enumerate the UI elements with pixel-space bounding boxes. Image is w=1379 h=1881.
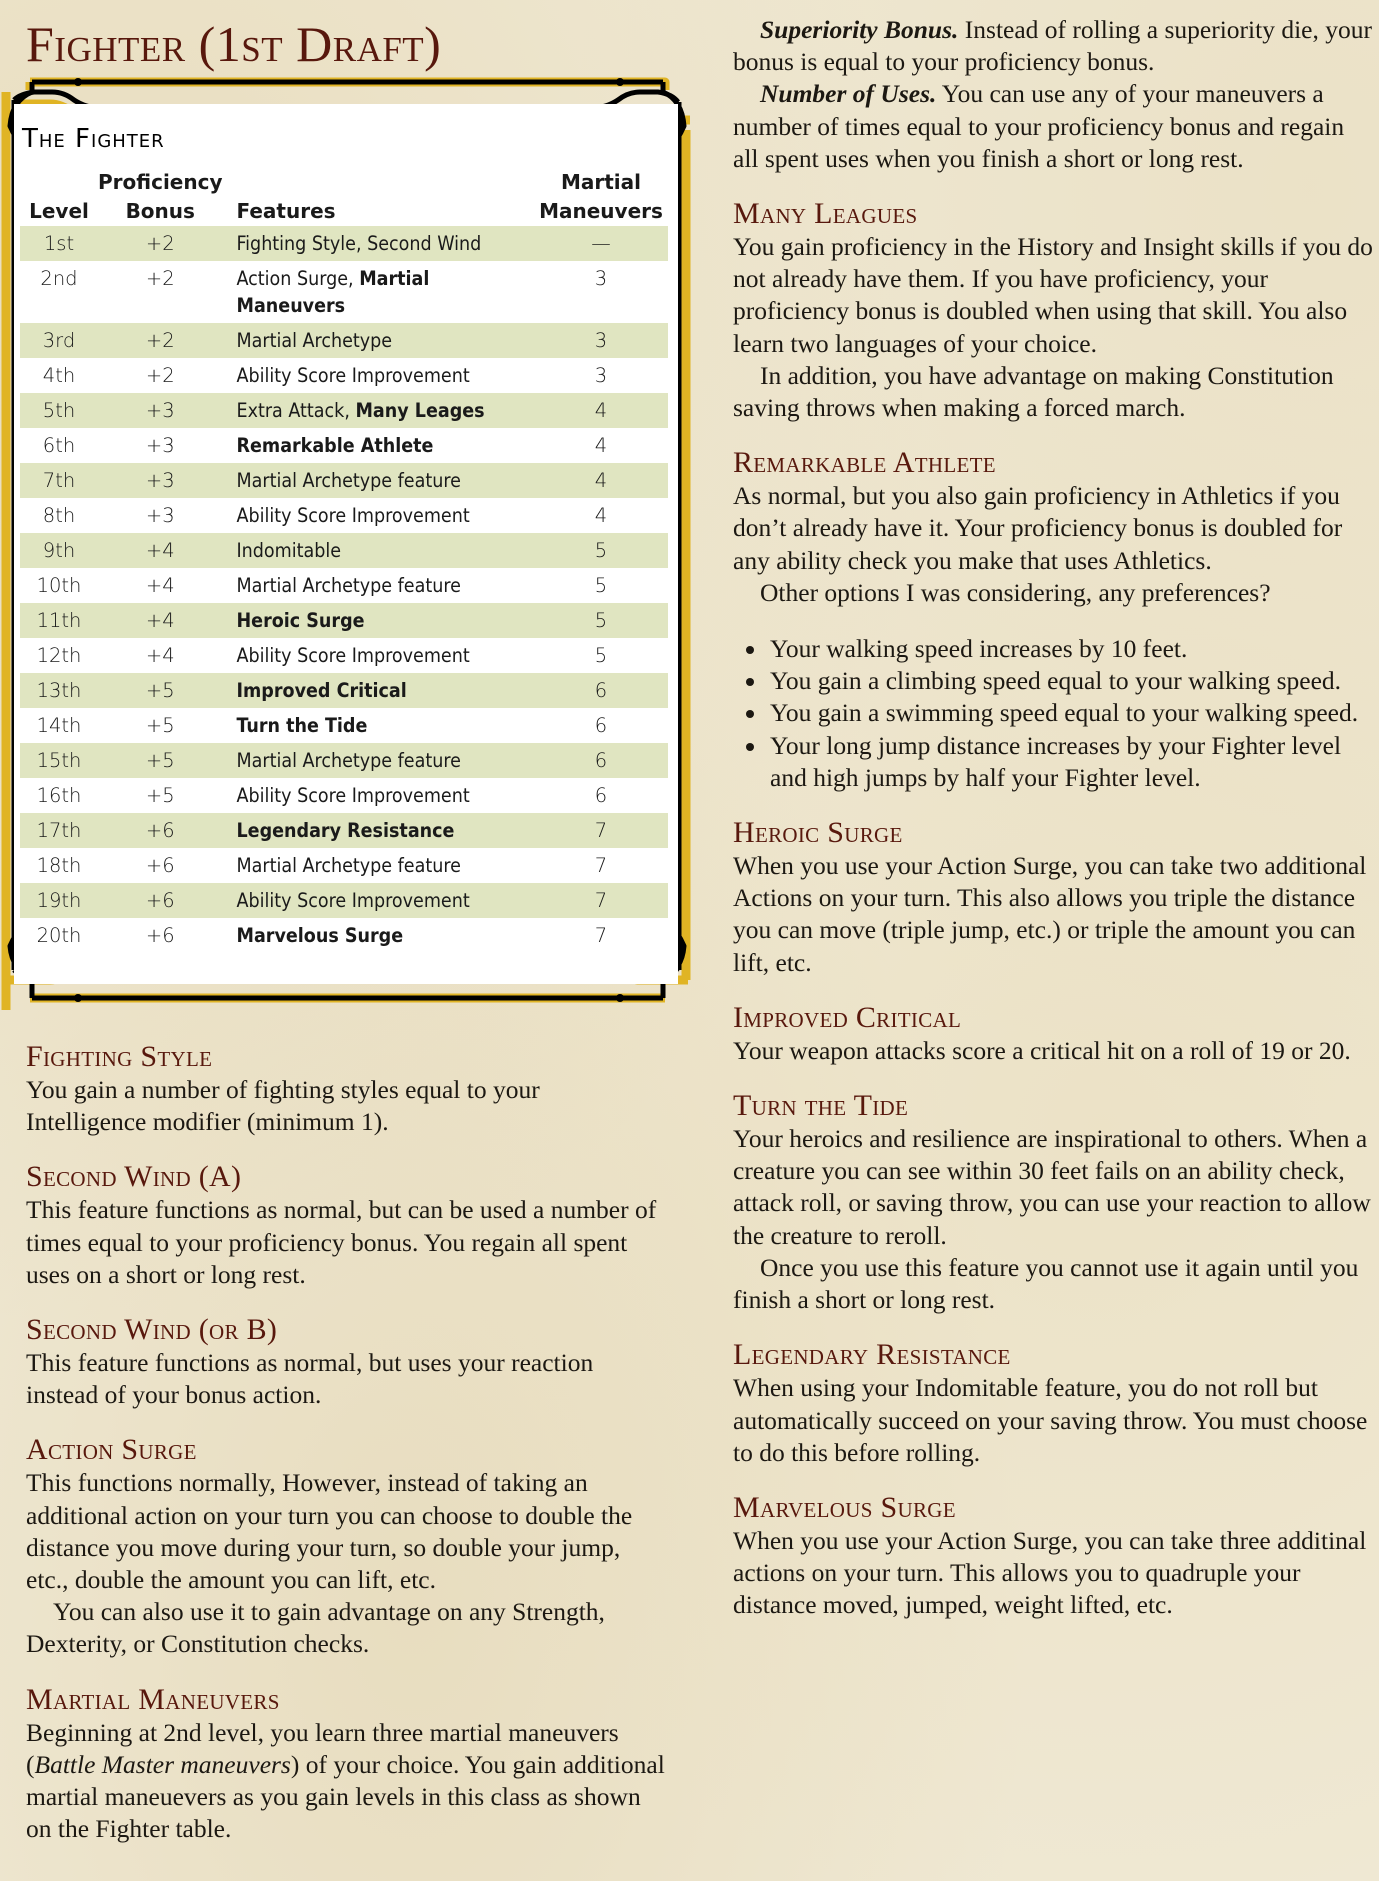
table-row — [20, 261, 668, 323]
cell-level: 17th — [36, 819, 82, 842]
cell-proficiency-bonus: +4 — [145, 609, 175, 632]
cell-martial-maneuvers: 5 — [594, 644, 608, 667]
cell-features — [223, 743, 535, 778]
heading-turn-the-tide: Turn the Tide — [733, 1089, 909, 1123]
list-item: • Your long jump distance increases by your Fighter level and high jumps by half your Fighter level. — [768, 730, 1373, 794]
cell-proficiency-bonus: +2 — [145, 267, 175, 290]
cell-level: 19th — [36, 889, 82, 912]
section-heroic-surge — [733, 816, 1373, 979]
cell-proficiency-bonus: +2 — [145, 232, 175, 255]
cell-level: 18th — [36, 854, 82, 877]
list-item: • You gain a climbing speed equal to your walking speed. — [768, 665, 1373, 697]
heading-marvelous-surge: Marvelous Surge — [733, 1490, 956, 1524]
text-remarkable-athlete-1: As normal, but you also gain proficiency in Athletics if you don’t already have it. Your proficiency bonus is doubled for any ability check you make that uses Athletics. — [733, 481, 1343, 575]
cell-martial-maneuvers: 5 — [594, 539, 608, 562]
cell-features — [223, 918, 535, 953]
text-turn-the-tide-1: Your heroics and resilience are inspirational to others. When a creature you can see within 30 feet fails on an ability check, attack roll, or saving throw, you can use your reaction to allow the creature to reroll. — [733, 1124, 1371, 1250]
cell-proficiency-bonus: +6 — [145, 924, 175, 947]
cell-martial-maneuvers: 6 — [594, 784, 608, 807]
text-second-wind-b: This feature functions as normal, but uses your reaction instead of your bonus action. — [26, 1348, 594, 1410]
cell-martial-maneuvers: 6 — [594, 679, 608, 702]
feature-text: Fighting Style, Second Wind — [236, 232, 482, 255]
table-row — [20, 708, 668, 743]
cell-proficiency-bonus: +6 — [145, 889, 175, 912]
cell-proficiency-bonus: +5 — [145, 749, 175, 772]
text-fighting-style: You gain a number of fighting styles equal to your Intelligence modifier (minimum 1). — [26, 1075, 540, 1137]
cell-features — [223, 533, 535, 568]
cell-martial-maneuvers: 4 — [594, 504, 608, 527]
table-row — [20, 358, 668, 393]
cell-level: 7th — [42, 469, 76, 492]
cell-features — [223, 813, 535, 848]
cell-level: 2nd — [40, 267, 78, 290]
table-row — [20, 323, 668, 358]
cell-proficiency-bonus: +5 — [145, 679, 175, 702]
text-heroic-surge: When you use your Action Surge, you can take two additional Actions on your turn. This also allows you triple the distance you can move (triple jump, etc.) or triple the amount you can lift, etc. — [733, 851, 1367, 977]
left-column — [26, 1040, 666, 1867]
header-features: Features — [236, 199, 336, 223]
heading-remarkable-athlete: Remarkable Athlete — [733, 446, 996, 480]
text-remarkable-athlete-2: Other options I was considering, any preferences? — [760, 577, 1271, 607]
list-item: • Your walking speed increases by 10 feet. — [768, 633, 1373, 665]
heading-martial-maneuvers: Martial Maneuvers — [26, 1682, 280, 1716]
header-level: Level — [29, 199, 89, 223]
cell-features — [223, 463, 535, 498]
option-list — [733, 633, 1373, 794]
section-second-wind-a — [26, 1160, 666, 1291]
fighter-class-table — [20, 168, 668, 953]
feature-text: Indomitable — [236, 539, 342, 562]
text-action-surge-1: This functions normally, However, instead of taking an additional action on your turn you can choose to double the distance you move during your turn, so double your jump, etc., double the amount you can lift, etc. — [26, 1468, 633, 1595]
table-row — [20, 848, 668, 883]
section-legendary-resistance — [733, 1338, 1373, 1469]
cell-proficiency-bonus: +3 — [145, 399, 175, 422]
feature-text: Martial Archetype feature — [236, 574, 461, 597]
cell-features — [223, 428, 535, 463]
cell-features — [223, 393, 535, 428]
cell-proficiency-bonus: +3 — [145, 469, 175, 492]
text-many-leagues-2: In addition, you have advantage on making Constitution saving throws when making a forced march. — [733, 360, 1334, 423]
cell-proficiency-bonus: +5 — [145, 714, 175, 737]
cell-martial-maneuvers: 7 — [594, 819, 608, 842]
cell-level: 10th — [36, 574, 82, 597]
section-marvelous-surge — [733, 1491, 1373, 1622]
feature-text: Martial Archetype feature — [236, 469, 461, 492]
section-action-surge — [26, 1433, 666, 1660]
heading-fighting-style: Fighting Style — [26, 1040, 213, 1073]
table-row — [20, 813, 668, 848]
table-row — [20, 638, 668, 673]
feature-text: Martial Archetype feature — [236, 854, 461, 877]
text-many-leagues-1: You gain proficiency in the History and Insight skills if you do not already have them. If you have proficiency, your proficiency bonus is doubled when using that skill. You also learn two languages of your choice. — [733, 232, 1373, 358]
table-row — [20, 568, 668, 603]
text-second-wind-a: This feature functions as normal, but can be used a number of times equal to your proficiency bonus. You regain all spent uses on a short or long rest. — [26, 1195, 657, 1289]
table-row — [20, 778, 668, 813]
cell-level: 5th — [42, 399, 76, 422]
cell-proficiency-bonus: +2 — [145, 329, 175, 352]
heading-many-leagues: Many Leagues — [733, 197, 918, 231]
table-row — [20, 673, 668, 708]
right-column — [733, 14, 1373, 1644]
cell-level: 9th — [42, 539, 76, 562]
cell-features — [223, 603, 535, 638]
feature-new: Remarkable Athlete — [236, 434, 434, 457]
cell-level: 14th — [36, 714, 82, 737]
cell-proficiency-bonus: +6 — [145, 854, 175, 877]
cell-features — [223, 883, 535, 918]
table-row — [20, 533, 668, 568]
cell-martial-maneuvers: — — [591, 232, 611, 255]
table-body — [20, 226, 668, 953]
heading-action-surge: Action Surge — [26, 1433, 197, 1467]
cell-martial-maneuvers: 7 — [594, 924, 608, 947]
cell-level: 3rd — [42, 329, 76, 352]
cell-features — [223, 358, 535, 393]
cell-level: 15th — [36, 749, 82, 772]
cell-level: 20th — [36, 924, 82, 947]
feature-new: Heroic Surge — [236, 609, 365, 632]
text-marvelous-surge: When you use your Action Surge, you can take three additinal actions on your turn. This allows you to quadruple your distance moved, jumped, weight lifted, etc. — [733, 1525, 1367, 1620]
cell-proficiency-bonus: +2 — [145, 364, 175, 387]
cell-martial-maneuvers: 7 — [594, 889, 608, 912]
cell-features — [223, 848, 535, 883]
table-row — [20, 226, 668, 261]
cell-features — [223, 226, 535, 261]
text-turn-the-tide-2: Once you use this feature you cannot use it again until you finish a short or long rest. — [733, 1252, 1359, 1315]
heading-legendary-resistance: Legendary Resistance — [733, 1338, 1011, 1372]
table-row — [20, 393, 668, 428]
heading-improved-critical: Improved Critical — [733, 1000, 962, 1034]
list-item: • You gain a swimming speed equal to your walking speed. — [768, 697, 1373, 729]
cell-level: 6th — [42, 434, 76, 457]
table-row — [20, 883, 668, 918]
text-superiority-bonus: Superiority Bonus. Instead of rolling a superiority die, your bonus is equal to your proficiency bonus. — [733, 15, 1372, 77]
text-legendary-resistance: When using your Indomitable feature, you do not roll but automatically succeed on your saving throw. You must choose to do this before rolling. — [733, 1373, 1368, 1467]
page-title: Fighter (1st Draft) — [26, 16, 442, 72]
cell-martial-maneuvers: 5 — [594, 574, 608, 597]
text-number-of-uses: Number of Uses. You can use any of your maneuvers a number of times equal to your proficiency bonus and regain all spent uses when you finish a short or long rest. — [733, 79, 1345, 173]
table-row — [20, 428, 668, 463]
header-martial-maneuvers: Martial Maneuvers — [539, 170, 663, 223]
feature-text: Extra Attack, — [236, 399, 356, 422]
cell-martial-maneuvers: 4 — [594, 399, 608, 422]
feature-text: Action Surge, — [236, 267, 360, 290]
cell-level: 16th — [36, 784, 82, 807]
cell-proficiency-bonus: +5 — [145, 784, 175, 807]
cell-martial-maneuvers: 4 — [594, 469, 608, 492]
feature-text: Ability Score Improvement — [236, 784, 470, 807]
cell-proficiency-bonus: +3 — [145, 434, 175, 457]
cell-proficiency-bonus: +4 — [145, 539, 175, 562]
cell-features — [223, 323, 535, 358]
text-improved-critical: Your weapon attacks score a critical hit on a roll of 19 or 20. — [733, 1035, 1351, 1065]
table-row — [20, 463, 668, 498]
feature-text: Martial Archetype feature — [236, 749, 461, 772]
table-row — [20, 498, 668, 533]
cell-martial-maneuvers: 7 — [594, 854, 608, 877]
cell-martial-maneuvers: 6 — [594, 714, 608, 737]
cell-features — [223, 708, 535, 743]
text-action-surge-2: You can also use it to gain advantage on any Strength, Dexterity, or Constitution checks. — [26, 1597, 605, 1659]
feature-new: Marvelous Surge — [236, 924, 404, 947]
feature-text: Martial Archetype — [236, 329, 393, 352]
section-superiority — [733, 14, 1373, 175]
cell-features — [223, 498, 535, 533]
section-second-wind-b — [26, 1313, 666, 1411]
table-row — [20, 603, 668, 638]
feature-new: Martial Maneuvers — [236, 267, 430, 317]
cell-proficiency-bonus: +4 — [145, 644, 175, 667]
cell-features — [223, 638, 535, 673]
feature-text: Ability Score Improvement — [236, 504, 470, 527]
table-row — [20, 918, 668, 953]
cell-proficiency-bonus: +3 — [145, 504, 175, 527]
cell-level: 12th — [36, 644, 82, 667]
text-martial-maneuvers: Beginning at 2nd level, you learn three martial maneuvers (Battle Master maneuvers) of your choice. You gain additional martial maneuevers as you gain levels in this class as shown on the Fighter table. — [26, 1717, 665, 1844]
feature-new: Improved Critical — [236, 679, 407, 702]
section-turn-the-tide — [733, 1089, 1373, 1316]
section-many-leagues — [733, 197, 1373, 424]
heading-heroic-surge: Heroic Surge — [733, 816, 903, 850]
cell-level: 13th — [36, 679, 82, 702]
cell-martial-maneuvers: 3 — [594, 329, 608, 352]
label-number-of-uses: Number of Uses. — [760, 79, 937, 109]
feature-text: Ability Score Improvement — [236, 364, 470, 387]
heading-second-wind-a: Second Wind (A) — [26, 1160, 242, 1194]
cell-martial-maneuvers: 3 — [594, 267, 608, 290]
feature-text: Ability Score Improvement — [236, 889, 470, 912]
cell-martial-maneuvers: 4 — [594, 434, 608, 457]
section-improved-critical — [733, 1001, 1373, 1067]
feature-new: Many Leages — [355, 399, 485, 422]
cell-martial-maneuvers: 6 — [594, 749, 608, 772]
section-remarkable-athlete — [733, 446, 1373, 794]
section-fighting-style — [26, 1040, 666, 1138]
battle-master-maneuvers-ref: Battle Master maneuvers — [34, 1749, 291, 1779]
table-row — [20, 743, 668, 778]
cell-martial-maneuvers: 3 — [594, 364, 608, 387]
cell-level: 1st — [43, 232, 75, 255]
header-proficiency-bonus: Proficiency Bonus — [98, 170, 223, 223]
cell-features — [223, 778, 535, 813]
cell-level: 4th — [42, 364, 76, 387]
table-title: The Fighter — [22, 124, 165, 154]
feature-new: Turn the Tide — [236, 714, 368, 737]
table-header-row — [20, 168, 668, 226]
feature-new: Legendary Resistance — [236, 819, 455, 842]
cell-features — [223, 261, 535, 323]
cell-martial-maneuvers: 5 — [594, 609, 608, 632]
cell-features — [223, 568, 535, 603]
cell-proficiency-bonus: +6 — [145, 819, 175, 842]
cell-level: 8th — [42, 504, 76, 527]
heading-second-wind-b: Second Wind (or B) — [26, 1313, 278, 1347]
label-superiority-bonus: Superiority Bonus. — [760, 15, 959, 44]
cell-features — [223, 673, 535, 708]
feature-text: Ability Score Improvement — [236, 644, 470, 667]
cell-proficiency-bonus: +4 — [145, 574, 175, 597]
section-martial-maneuvers — [26, 1683, 666, 1846]
cell-level: 11th — [36, 609, 82, 632]
